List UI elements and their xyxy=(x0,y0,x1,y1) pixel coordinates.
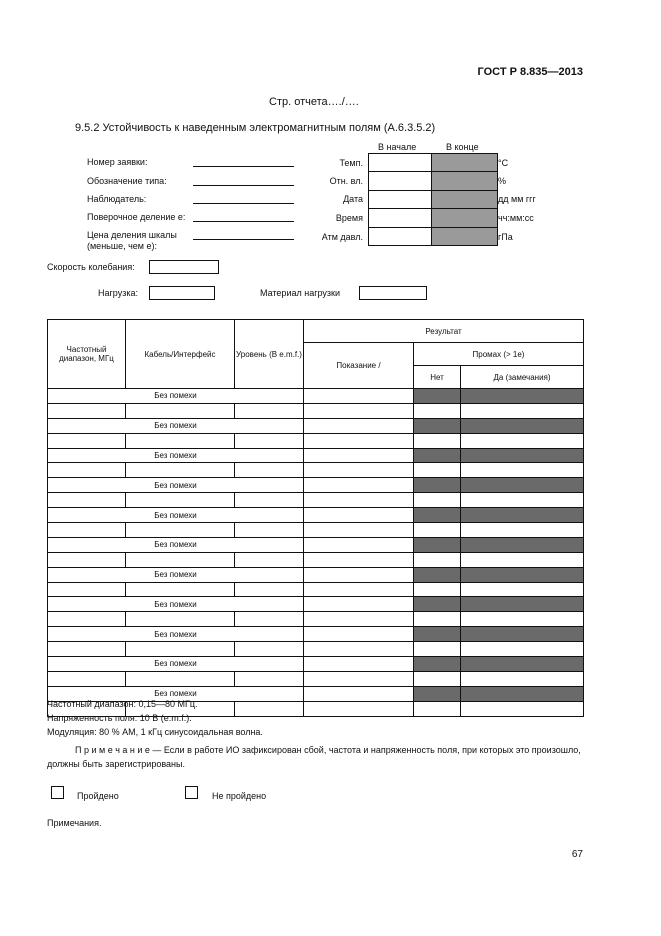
freq-cell[interactable] xyxy=(48,642,126,657)
miss-no-cell xyxy=(414,657,461,672)
reading-cell[interactable] xyxy=(304,478,414,493)
reading-cell[interactable] xyxy=(304,523,414,538)
material-label: Материал нагрузки xyxy=(260,288,340,298)
reading-cell[interactable] xyxy=(304,552,414,567)
miss-yes-cell[interactable] xyxy=(461,403,584,418)
reading-cell[interactable] xyxy=(304,686,414,701)
level-cell[interactable] xyxy=(235,612,304,627)
cable-cell[interactable] xyxy=(126,612,235,627)
level-cell[interactable] xyxy=(235,403,304,418)
miss-no-cell xyxy=(414,478,461,493)
miss-no-cell[interactable] xyxy=(414,642,461,657)
freq-cell[interactable] xyxy=(48,523,126,538)
observer-label: Наблюдатель: xyxy=(87,194,147,204)
env-label-temp: Темп. xyxy=(339,158,363,168)
miss-no-cell xyxy=(414,418,461,433)
miss-no-cell xyxy=(414,567,461,582)
miss-no-cell[interactable] xyxy=(414,552,461,567)
standard-header: ГОСТ Р 8.835—2013 xyxy=(477,66,583,78)
row-no-interference-label: Без помехи xyxy=(48,389,304,404)
page-reference: Стр. отчета…./…. xyxy=(269,96,359,108)
header-result: Результат xyxy=(304,320,584,343)
header-reading: Показание / xyxy=(304,343,414,389)
reading-cell[interactable] xyxy=(304,597,414,612)
cable-cell[interactable] xyxy=(126,642,235,657)
header-cable: Кабель/Интерфейс xyxy=(126,320,235,389)
miss-yes-cell xyxy=(461,418,584,433)
footer-modulation: Модуляция: 80 % АМ, 1 кГц синусоидальная волна. xyxy=(47,727,263,737)
reading-cell[interactable] xyxy=(304,612,414,627)
env-time-start[interactable] xyxy=(369,209,432,227)
load-label: Нагрузка: xyxy=(98,288,138,298)
miss-no-cell[interactable] xyxy=(414,493,461,508)
freq-cell[interactable] xyxy=(48,433,126,448)
reading-cell[interactable] xyxy=(304,389,414,404)
reading-cell[interactable] xyxy=(304,642,414,657)
failed-label: Не пройдено xyxy=(212,791,267,801)
env-unit-time: чч:мм:сс xyxy=(498,213,534,223)
miss-no-cell[interactable] xyxy=(414,612,461,627)
miss-no-cell[interactable] xyxy=(414,403,461,418)
verification-interval-label: Поверочное деление е: xyxy=(87,212,186,222)
header-no: Нет xyxy=(414,366,461,389)
scale-interval-label: Цена деления шкалы (меньше, чем е): xyxy=(87,230,177,251)
env-label-pressure: Атм давл. xyxy=(321,232,363,242)
footer-field-strength: Напряженность поля: 10 В (е.m.f.). xyxy=(47,713,192,723)
miss-no-cell[interactable] xyxy=(414,433,461,448)
miss-no-cell xyxy=(414,597,461,612)
cable-cell[interactable] xyxy=(126,493,235,508)
row-no-interference-label: Без помехи xyxy=(48,627,304,642)
env-unit-pressure: гПа xyxy=(498,232,513,242)
cable-cell[interactable] xyxy=(126,671,235,686)
miss-yes-cell xyxy=(461,537,584,552)
env-humidity-start[interactable] xyxy=(369,172,432,190)
miss-yes-cell[interactable] xyxy=(461,523,584,538)
miss-yes-cell xyxy=(461,597,584,612)
env-pressure-start[interactable] xyxy=(369,227,432,245)
level-cell[interactable] xyxy=(235,523,304,538)
level-cell[interactable] xyxy=(235,493,304,508)
application-number-field[interactable] xyxy=(193,166,294,167)
level-cell[interactable] xyxy=(235,701,304,716)
failed-checkbox[interactable] xyxy=(185,786,198,799)
load-field[interactable] xyxy=(149,286,215,300)
miss-no-cell xyxy=(414,537,461,552)
reading-cell[interactable] xyxy=(304,493,414,508)
row-no-interference-label: Без помехи xyxy=(48,686,304,701)
type-designation-label: Обозначение типа: xyxy=(87,176,167,186)
cable-cell[interactable] xyxy=(126,523,235,538)
reading-cell[interactable] xyxy=(304,508,414,523)
freq-cell[interactable] xyxy=(48,463,126,478)
freq-cell[interactable] xyxy=(48,582,126,597)
env-humidity-end xyxy=(432,172,498,190)
miss-yes-cell[interactable] xyxy=(461,642,584,657)
env-col-start: В начале xyxy=(378,142,417,152)
env-unit-humidity: % xyxy=(498,176,507,186)
row-no-interference-label: Без помехи xyxy=(48,597,304,612)
freq-cell[interactable] xyxy=(48,493,126,508)
miss-yes-cell xyxy=(461,508,584,523)
reading-cell[interactable] xyxy=(304,701,414,716)
footer-frequency: Частотный диапазон: 0,15—80 МГц. xyxy=(47,699,198,709)
miss-yes-cell[interactable] xyxy=(461,671,584,686)
environment-table xyxy=(368,153,498,246)
type-designation-field[interactable] xyxy=(193,185,294,186)
scale-interval-field[interactable] xyxy=(193,239,294,240)
miss-yes-cell xyxy=(461,478,584,493)
env-temp-end xyxy=(432,154,498,172)
miss-no-cell xyxy=(414,627,461,642)
row-no-interference-label: Без помехи xyxy=(48,418,304,433)
miss-yes-cell xyxy=(461,657,584,672)
freq-cell[interactable] xyxy=(48,403,126,418)
miss-yes-cell xyxy=(461,389,584,404)
env-time-end xyxy=(432,209,498,227)
miss-no-cell[interactable] xyxy=(414,671,461,686)
reading-cell[interactable] xyxy=(304,418,414,433)
verification-interval-field[interactable] xyxy=(193,221,294,222)
header-frequency: Частотный диапазон, МГц xyxy=(48,320,126,389)
env-unit-date: дд мм ггг xyxy=(498,194,536,204)
application-number-label: Номер заявки: xyxy=(87,157,148,167)
row-no-interference-label: Без помехи xyxy=(48,537,304,552)
reading-cell[interactable] xyxy=(304,567,414,582)
reading-cell[interactable] xyxy=(304,403,414,418)
freq-cell[interactable] xyxy=(48,552,126,567)
reading-cell[interactable] xyxy=(304,627,414,642)
miss-no-cell xyxy=(414,508,461,523)
env-pressure-end xyxy=(432,227,498,245)
reading-cell[interactable] xyxy=(304,657,414,672)
reading-cell[interactable] xyxy=(304,537,414,552)
row-no-interference-label: Без помехи xyxy=(48,448,304,463)
row-no-interference-label: Без помехи xyxy=(48,567,304,582)
miss-yes-cell xyxy=(461,448,584,463)
miss-no-cell[interactable] xyxy=(414,582,461,597)
miss-no-cell[interactable] xyxy=(414,523,461,538)
cable-cell[interactable] xyxy=(126,582,235,597)
level-cell[interactable] xyxy=(235,552,304,567)
header-level: Уровень (В е.m.f.) xyxy=(235,320,304,389)
remarks-label: Примечания. xyxy=(47,818,102,828)
miss-no-cell[interactable] xyxy=(414,463,461,478)
cable-cell[interactable] xyxy=(126,403,235,418)
results-table xyxy=(47,319,584,717)
env-temp-start[interactable] xyxy=(369,154,432,172)
miss-yes-cell[interactable] xyxy=(461,612,584,627)
reading-cell[interactable] xyxy=(304,463,414,478)
passed-checkbox[interactable] xyxy=(51,786,64,799)
passed-label: Пройдено xyxy=(77,791,119,801)
miss-yes-cell xyxy=(461,627,584,642)
page-number: 67 xyxy=(571,849,583,860)
footer-note: П р и м е ч а н и е — Если в работе ИО зафиксирован сбой, частота и напряженность поля, при которых это произошло, должны быть зарегистрированы. xyxy=(47,745,581,769)
level-cell[interactable] xyxy=(235,642,304,657)
freq-cell[interactable] xyxy=(48,671,126,686)
material-field[interactable] xyxy=(359,286,427,300)
env-label-date: Дата xyxy=(343,194,363,204)
miss-no-cell xyxy=(414,389,461,404)
miss-yes-cell[interactable] xyxy=(461,582,584,597)
miss-yes-cell[interactable] xyxy=(461,493,584,508)
reading-cell[interactable] xyxy=(304,448,414,463)
miss-yes-cell[interactable] xyxy=(461,463,584,478)
reading-cell[interactable] xyxy=(304,671,414,686)
level-cell[interactable] xyxy=(235,463,304,478)
miss-yes-cell[interactable] xyxy=(461,552,584,567)
reading-cell[interactable] xyxy=(304,433,414,448)
miss-no-cell xyxy=(414,686,461,701)
miss-yes-cell[interactable] xyxy=(461,433,584,448)
speed-field[interactable] xyxy=(149,260,219,274)
freq-cell[interactable] xyxy=(48,612,126,627)
miss-no-cell xyxy=(414,448,461,463)
env-label-humidity: Отн. вл. xyxy=(329,176,363,186)
speed-label: Скорость колебания: xyxy=(47,262,135,272)
header-miss: Промах (> 1е) xyxy=(414,343,584,366)
cable-cell[interactable] xyxy=(126,433,235,448)
cable-cell[interactable] xyxy=(126,463,235,478)
miss-no-cell[interactable] xyxy=(414,701,461,716)
row-no-interference-label: Без помехи xyxy=(48,478,304,493)
cable-cell[interactable] xyxy=(126,552,235,567)
row-no-interference-label: Без помехи xyxy=(48,657,304,672)
miss-yes-cell xyxy=(461,686,584,701)
row-no-interference-label: Без помехи xyxy=(48,508,304,523)
header-yes: Да (замечания) xyxy=(461,366,584,389)
miss-yes-cell xyxy=(461,567,584,582)
section-title: 9.5.2 Устойчивость к наведенным электромагнитным полям (А.6.3.5.2) xyxy=(75,122,436,134)
level-cell[interactable] xyxy=(235,582,304,597)
env-date-end xyxy=(432,190,498,208)
env-label-time: Время xyxy=(335,213,363,223)
miss-yes-cell[interactable] xyxy=(461,701,584,716)
env-unit-temp: °С xyxy=(498,158,509,168)
reading-cell[interactable] xyxy=(304,582,414,597)
env-col-end: В конце xyxy=(446,142,479,152)
env-date-start[interactable] xyxy=(369,190,432,208)
level-cell[interactable] xyxy=(235,671,304,686)
level-cell[interactable] xyxy=(235,433,304,448)
observer-field[interactable] xyxy=(193,203,294,204)
